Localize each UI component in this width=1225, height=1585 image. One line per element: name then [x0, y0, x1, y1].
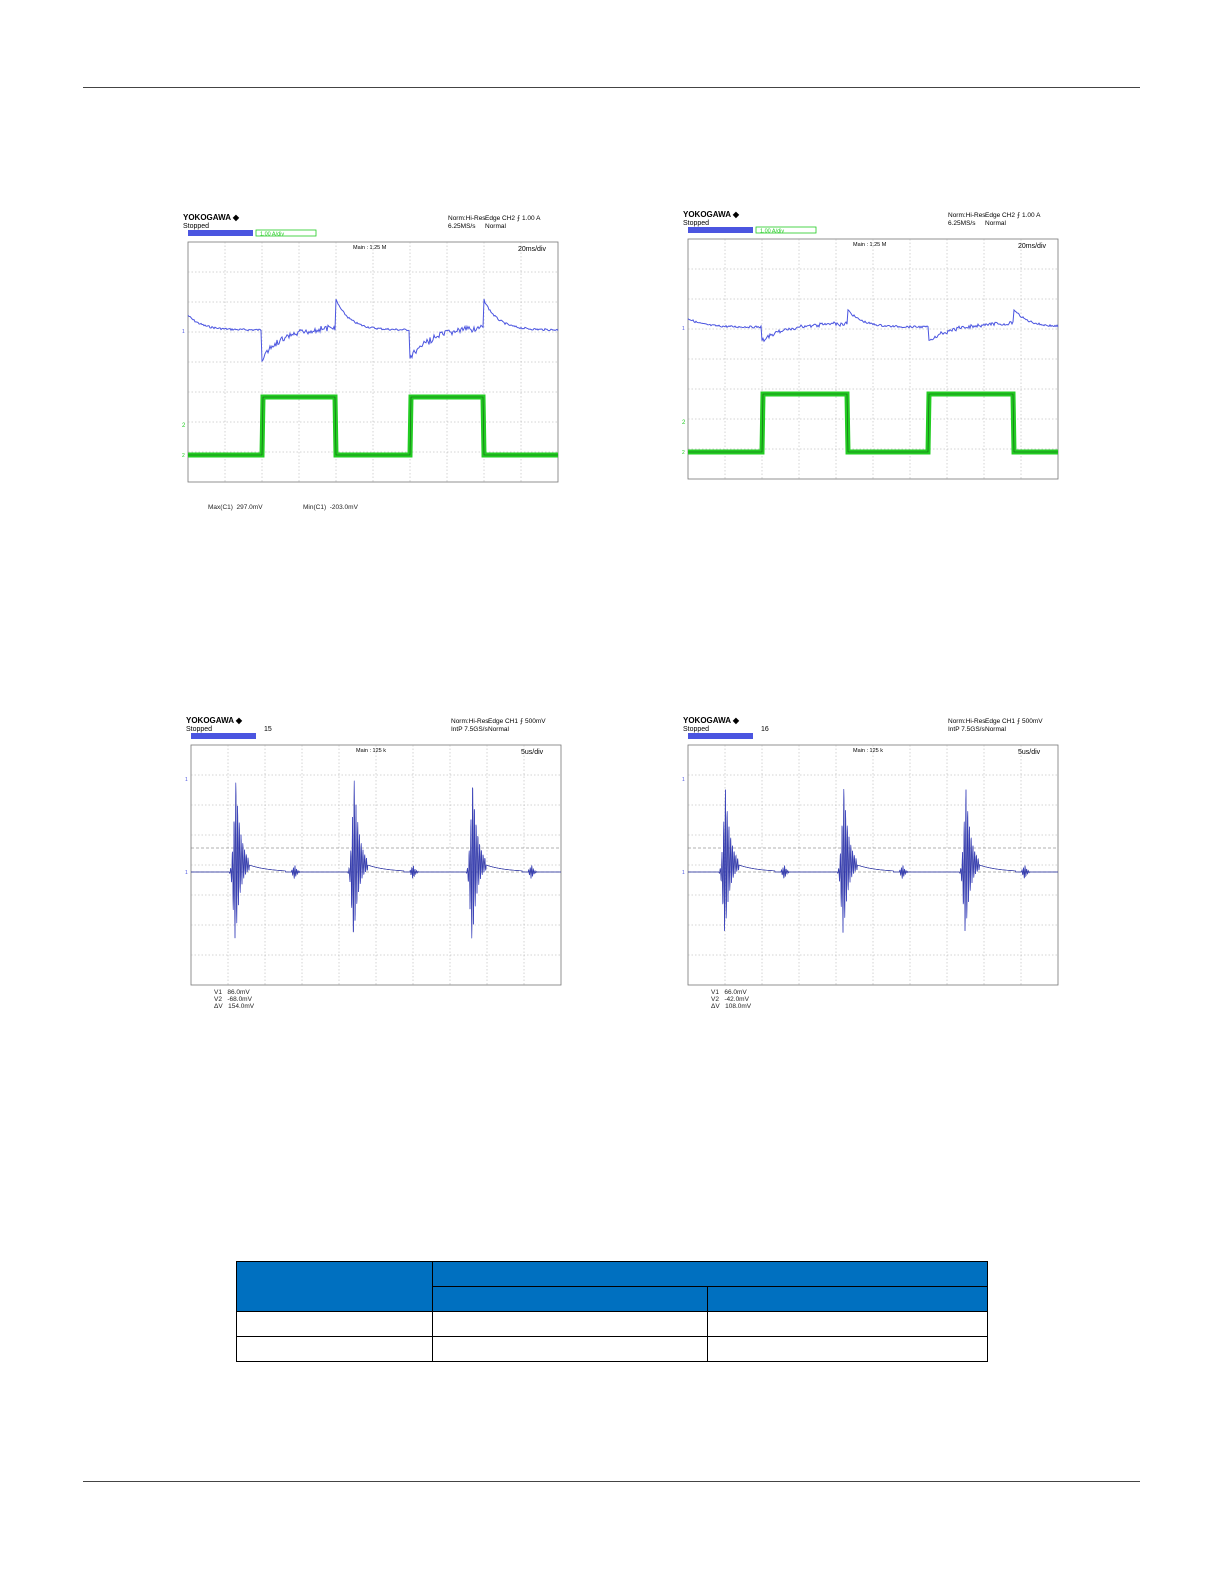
scope-screen — [683, 209, 1083, 519]
measurement-1: Max(C1) 297.0mV — [208, 504, 263, 511]
ch1-ground-marker: 1 — [185, 870, 188, 876]
results-table — [236, 1261, 988, 1362]
record-bar — [688, 733, 753, 739]
measurement-v1: V1 86.0mV — [214, 989, 250, 996]
ch1-trigger-marker: 1 — [682, 777, 685, 783]
trigger-mode: Normal — [985, 726, 1006, 733]
brand-logo: YOKOGAWA ◆ — [183, 213, 240, 222]
measurement-v2: V2 -68.0mV — [214, 996, 252, 1003]
table-header-cell — [708, 1287, 988, 1312]
ch1-trigger-marker: 1 — [185, 777, 188, 783]
acquisition-status: Stopped — [683, 726, 710, 733]
timebase: 5us/div — [521, 749, 544, 756]
ch2-scale: 1.00 A/div — [260, 231, 285, 238]
table-row — [237, 1337, 988, 1362]
acq-mode: Norm:Hi-Res — [448, 215, 486, 222]
timebase: 20ms/div — [518, 246, 547, 253]
table-header-cell — [237, 1262, 433, 1312]
ch2-ground-marker: 2 — [182, 453, 185, 459]
acq-mode: Norm:Hi-Res — [948, 718, 986, 725]
record-bar — [188, 230, 253, 236]
measurement-2: Min(C1) -203.0mV — [303, 504, 358, 511]
table-header-cell — [433, 1287, 708, 1312]
timebase: 20ms/div — [1018, 243, 1047, 250]
trigger-info: Edge CH1 ⨍ 500mV — [985, 718, 1043, 725]
table-cell — [237, 1337, 433, 1362]
measurement-dv: ΔV 154.0mV — [214, 1003, 255, 1010]
scope-screen — [186, 715, 586, 1025]
ch2-ground-marker: 2 — [682, 450, 685, 456]
scope-capture-1 — [183, 212, 583, 532]
ch1-ground-marker: 1 — [682, 870, 685, 876]
trigger-mode: Normal — [485, 223, 506, 230]
acquisition-status: Stopped — [683, 220, 710, 227]
acq-mode: Norm:Hi-Res — [451, 718, 489, 725]
ch2-marker: 2 — [182, 423, 186, 429]
ch1-marker: 1 — [682, 326, 685, 332]
scope-screen — [183, 212, 583, 522]
measurement-v2: V2 -42.0mV — [711, 996, 749, 1003]
main-record: Main : 125 k — [356, 748, 386, 754]
table-header-cell — [433, 1262, 988, 1287]
table-cell — [433, 1312, 708, 1337]
brand-logo: YOKOGAWA ◆ — [683, 210, 740, 219]
acquisition-status: Stopped — [186, 726, 213, 733]
record-bar — [191, 733, 256, 739]
table-row — [237, 1312, 988, 1337]
sample-rate: IntP 7.5GS/s — [948, 726, 985, 733]
measurement-dv: ΔV 108.0mV — [711, 1003, 752, 1010]
table-cell — [237, 1312, 433, 1337]
ch1-marker: 1 — [182, 329, 185, 335]
footer-rule — [83, 1481, 1140, 1482]
brand-logo: YOKOGAWA ◆ — [683, 716, 740, 725]
trigger-info: Edge CH2 ⨍ 1.00 A — [985, 212, 1041, 219]
main-record: Main : 125 k — [853, 748, 883, 754]
scope-capture-2 — [683, 209, 1083, 529]
acquisition-status: Stopped — [183, 223, 210, 230]
main-record: Main : 1.25 M — [853, 242, 887, 248]
scope-screen — [683, 715, 1083, 1025]
table-cell — [708, 1337, 988, 1362]
ch2-marker: 2 — [682, 420, 686, 426]
timebase: 5us/div — [1018, 749, 1041, 756]
main-record: Main : 1.25 M — [353, 245, 387, 251]
sample-rate: 6.25MS/s — [948, 220, 976, 227]
sample-rate: 6.25MS/s — [448, 223, 476, 230]
trigger-mode: Normal — [488, 726, 509, 733]
table-cell — [708, 1312, 988, 1337]
table-cell — [433, 1337, 708, 1362]
table-header-row — [237, 1262, 988, 1287]
trigger-mode: Normal — [985, 220, 1006, 227]
scope-capture-3 — [186, 715, 586, 1035]
acq-mode: Norm:Hi-Res — [948, 212, 986, 219]
capture-number: 15 — [264, 726, 272, 733]
trigger-info: Edge CH2 ⨍ 1.00 A — [485, 215, 541, 222]
trigger-info: Edge CH1 ⨍ 500mV — [488, 718, 546, 725]
scope-capture-4 — [683, 715, 1083, 1035]
brand-logo: YOKOGAWA ◆ — [186, 716, 243, 725]
measurement-v1: V1 66.0mV — [711, 989, 747, 996]
header-rule — [83, 87, 1140, 88]
sample-rate: IntP 7.5GS/s — [451, 726, 488, 733]
capture-number: 16 — [761, 726, 769, 733]
ch2-scale: 1.00 A/div — [760, 228, 785, 235]
record-bar — [688, 227, 753, 233]
